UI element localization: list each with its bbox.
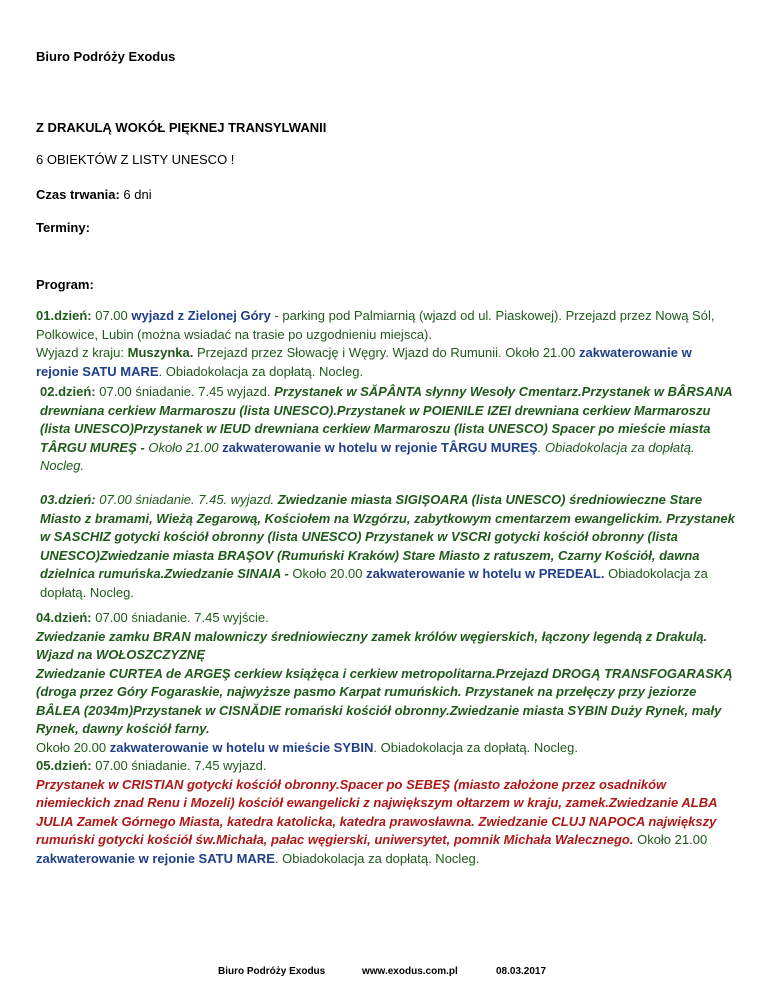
day2-arrival: Około 21.00 <box>148 439 223 455</box>
tour-title: Z DRAKULĄ WOKÓŁ PIĘKNEJ TRANSYLWANII <box>36 120 327 135</box>
day1-border: Muszynka. <box>127 345 194 360</box>
day1-label: 01.dzień: <box>36 308 92 323</box>
tour-subtitle: 6 OBIEKTÓW Z LISTY UNESCO ! <box>36 152 235 167</box>
day2-accommodation: zakwaterowanie w hotelu w rejonie TÂRGU MUREŞ <box>222 439 538 455</box>
header-company: Biuro Podróży Exodus <box>36 49 176 64</box>
day1-text2: Przejazd przez Słowację i Węgry. Wjazd do Rumunii. Około 21.00 <box>193 345 579 360</box>
day5-label: 05.dzień: <box>36 758 92 773</box>
day4-text: . Obiadokolacja za dopłatą. Nocleg. <box>373 739 578 755</box>
day1-accommodation: zakwaterowanie w rejonie SATU MARE <box>36 345 692 379</box>
terms-label: Terminy: <box>36 220 90 235</box>
day1-text: - parking pod Palmiarnią (wjazd od ul. Piaskowej). Przejazd przez Nową Sól, Polkowice, Lubin (można wsiadać na trasie po uzgodnieniu miejsca). <box>36 308 715 342</box>
footer-website: www.exodus.com.pl <box>362 966 458 977</box>
day3-accommodation: zakwaterowanie w hotelu w PREDEAL. <box>366 566 605 581</box>
day5-accommodation: zakwaterowanie w rejonie SATU MARE <box>36 850 275 866</box>
day2-label: 02.dzień: <box>40 384 96 399</box>
day2-text: . Obiadokolacja za dopłatą. Nocleg. <box>40 439 695 473</box>
day3-arrival: Około 20.00 <box>292 566 367 581</box>
day4-time: 07.00 śniadanie. 7.45 wyjście. <box>91 610 269 625</box>
day2-program: Przystanek w SĂPÂNTA słynny Wesoły Cmentarz.Przystanek w BÂRSANA drewniana cerkiew Marmaroszu (lista UNESCO).Przystanek w POIENILE IZEI drewniana cerkiew Marmaroszu (lista UNESCO)Przystanek w IEUD drewniana cerkiew Marmaroszu (lista UNESCO) Spacer po mieście miasta TÂRGU MUREŞ - <box>40 384 733 455</box>
footer-date: 08.03.2017 <box>496 966 547 977</box>
day1-paragraph <box>36 307 736 381</box>
day1-time: 07.00 <box>91 308 132 323</box>
day4-program: Zwiedzanie CURTEA de ARGEŞ cerkiew książęca i cerkiew metropolitarna.Przejazd DROGĄ TRANSFOGARASKĄ (droga przez Góry Fogaraskie, najwyższe pasmo Karpat rumuńskich. Przystanek na przełęczy przy jeziorze BÂLEA (2034m)Przystanek w CISNĂDIE romański kościół obronny.Zwiedzanie miasta SYBIN Duży Rynek, mały Rynek, dawny kościół farny. <box>36 665 733 736</box>
day1-exit-label: Wyjazd z kraju: <box>36 345 128 360</box>
day3-label: 03.dzień: <box>40 492 96 507</box>
day4-label: 04.dzień: <box>36 610 92 625</box>
day5-arrival: Około 21.00 <box>633 832 708 847</box>
day4-paragraph <box>36 609 736 868</box>
program-label: Program: <box>36 277 94 292</box>
footer-company: Biuro Podróży Exodus <box>218 966 326 977</box>
day1-text3: . Obiadokolacja za dopłatą. Nocleg. <box>158 363 364 379</box>
day2-paragraph <box>36 383 736 476</box>
day2-time: 07.00 śniadanie. 7.45 wyjazd. <box>95 384 275 399</box>
day4-wallachia: Wjazd na WOŁOSZCZYZNĘ <box>36 647 205 662</box>
duration-value: 6 dni <box>119 187 152 202</box>
day5-time: 07.00 śniadanie. 7.45 wyjazd. <box>91 758 267 773</box>
duration-line <box>36 187 152 203</box>
day4-accommodation: zakwaterowanie w hotelu w mieście SYBIN <box>109 739 374 755</box>
day3-program: Zwiedzanie miasta SIGIŞOARA (lista UNESCO) średniowieczne Stare Miasto z bramami, Wieżą Zegarową, Kościołem na Wzgórzu, zabytkowym cmentarzem ewangelickim. Przystanek w SASCHIZ gotycki kościół obronny (lista UNESCO) Przystanek w VSCRI gotycki kościół obronny (lista UNESCO)Zwiedzanie miasta BRAŞOV (Rumuński Kraków) Stare Miasto z ratuszem, Czarny Kościół, dawna dzielnica rumuńska.Zwiedzanie SINAIA - <box>40 492 735 581</box>
day3-paragraph <box>36 491 736 602</box>
day3-time: 07.00 śniadanie. 7.45. wyjazd. <box>95 492 278 507</box>
day4-bran: Zwiedzanie zamku BRAN malowniczy średniowieczny zamek królów węgierskich, łączony legendą z Drakulą. <box>36 628 708 644</box>
day5-text: . Obiadokolacja za dopłatą. Nocleg. <box>274 850 480 866</box>
day1-departure: wyjazd z Zielonej Góry <box>131 308 271 323</box>
duration-label: Czas trwania: <box>36 187 120 202</box>
day3-text: Obiadokolacja za dopłatą. Nocleg. <box>40 566 708 600</box>
day5-program: Przystanek w CRISTIAN gotycki kościół obronny.Spacer po SEBEŞ (miasto założone przez osadników niemieckich znad Renu i Mozeli) kościół ewangelicki z największym ołtarzem w kraju, zamek.Zwiedzanie ALBA JULIA Zamek Górnego Miasta, katedra katolicka, katedra prawosławna. Zwiedzanie CLUJ NAPOCA największy rumuński gotycki kościół św.Michała, pałac węgierski, uniwersytet, pomnik Michała Walecznego. <box>36 776 718 847</box>
day4-arrival: Około 20.00 <box>36 739 110 755</box>
